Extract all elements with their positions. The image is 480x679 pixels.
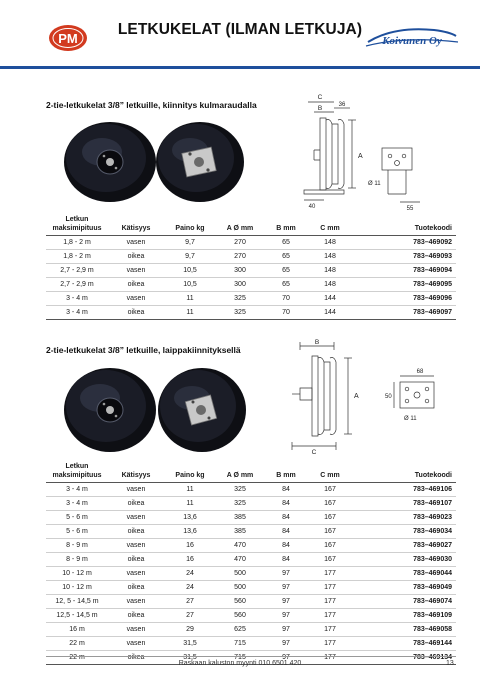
table-row xyxy=(46,623,456,637)
table-cell: 65 xyxy=(264,278,308,292)
table-cell: 385 xyxy=(216,525,264,539)
table-row xyxy=(46,292,456,306)
table-cell: 9,7 xyxy=(164,250,216,264)
table-cell: 12, 5 - 14,5 m xyxy=(46,595,108,609)
table-row xyxy=(46,511,456,525)
table-cell: 325 xyxy=(216,306,264,320)
section2-table-body xyxy=(46,483,456,665)
table-cell: 24 xyxy=(164,567,216,581)
product-code-cell: 783–469134 xyxy=(352,651,456,665)
product-code-cell: 783–469030 xyxy=(352,553,456,567)
table-row xyxy=(46,483,456,497)
product-code-cell: 783–469107 xyxy=(352,497,456,511)
table-cell: 148 xyxy=(308,250,352,264)
table-cell: 97 xyxy=(264,623,308,637)
table-cell: 177 xyxy=(308,567,352,581)
col-header: C mm xyxy=(308,463,352,483)
product-code-cell: 783–469044 xyxy=(352,567,456,581)
table-cell: 84 xyxy=(264,525,308,539)
table-cell: 65 xyxy=(264,250,308,264)
col-header: B mm xyxy=(264,463,308,483)
table-cell: 148 xyxy=(308,278,352,292)
table-cell: 11 xyxy=(164,483,216,497)
table-cell: 385 xyxy=(216,511,264,525)
product-code-cell: 783–469095 xyxy=(352,278,456,292)
table-cell: 16 xyxy=(164,553,216,567)
table-cell: 715 xyxy=(216,637,264,651)
product-code-cell: 783–469106 xyxy=(352,483,456,497)
product-code-cell: 783–469094 xyxy=(352,264,456,278)
table-cell: oikea xyxy=(108,306,164,320)
table-cell: 3 - 4 m xyxy=(46,497,108,511)
col-header: Tuotekoodi xyxy=(352,216,456,236)
table-cell: vasen xyxy=(108,236,164,250)
section1-title: 2-tie-letkukelat 3/8” letkuille, kiinnitys kulmaraudalla xyxy=(46,100,257,110)
table-cell: 16 m xyxy=(46,623,108,637)
hose-reel-photo-flange-side xyxy=(60,364,160,454)
table-cell: 84 xyxy=(264,497,308,511)
table-cell: 13,6 xyxy=(164,511,216,525)
table-row xyxy=(46,553,456,567)
table-cell: 177 xyxy=(308,581,352,595)
table-row xyxy=(46,637,456,651)
product-code-cell: 783–469058 xyxy=(352,623,456,637)
table-cell: 5 - 6 m xyxy=(46,511,108,525)
table-cell: 10 - 12 m xyxy=(46,581,108,595)
table-cell: vasen xyxy=(108,511,164,525)
table-cell: 97 xyxy=(264,651,308,665)
footer-text: Raskaan kaluston myynti 010 6501 420 xyxy=(178,660,302,667)
s1-dim-label-36: 36 xyxy=(338,102,346,108)
table-cell: oikea xyxy=(108,609,164,623)
table-row xyxy=(46,525,456,539)
table-cell: 325 xyxy=(216,497,264,511)
table-header-row xyxy=(46,216,456,236)
table-cell: 270 xyxy=(216,236,264,250)
product-code-cell: 783–469096 xyxy=(352,292,456,306)
table-cell: 715 xyxy=(216,651,264,665)
page-header xyxy=(0,0,480,70)
page-number: 13 xyxy=(446,660,454,667)
table-cell: 144 xyxy=(308,306,352,320)
section2-title: 2-tie-letkukelat 3/8” letkuille, laippakiinnityksellä xyxy=(46,345,241,355)
table-cell: 10 - 12 m xyxy=(46,567,108,581)
table-cell: 560 xyxy=(216,609,264,623)
table-cell: 97 xyxy=(264,637,308,651)
s2-dim-label-50: 50 xyxy=(385,394,392,400)
s1-dim-label-40: 40 xyxy=(308,204,316,210)
table-cell: 9,7 xyxy=(164,236,216,250)
table-cell: 325 xyxy=(216,292,264,306)
col-header: Letkun maksimipituus xyxy=(46,216,108,236)
table-cell: oikea xyxy=(108,278,164,292)
table-cell: oikea xyxy=(108,497,164,511)
table-cell: 177 xyxy=(308,609,352,623)
table-cell: 300 xyxy=(216,278,264,292)
col-header: Paino kg xyxy=(164,463,216,483)
table-cell: vasen xyxy=(108,595,164,609)
product-code-cell: 783–469049 xyxy=(352,581,456,595)
table-cell: 5 - 6 m xyxy=(46,525,108,539)
table-cell: 16 xyxy=(164,539,216,553)
koivunen-logo-icon xyxy=(364,22,460,52)
table-cell: 148 xyxy=(308,264,352,278)
table-cell: 65 xyxy=(264,264,308,278)
table-row xyxy=(46,581,456,595)
hose-reel-photo-side xyxy=(60,118,160,203)
page-title: LETKUKELAT (ILMAN LETKUJA) xyxy=(117,21,363,38)
s2-dim-label-68: 68 xyxy=(416,369,424,375)
s1-dim-label-c: C xyxy=(317,94,323,101)
col-header: Paino kg xyxy=(164,216,216,236)
table-cell: 11 xyxy=(164,292,216,306)
table-cell: 84 xyxy=(264,483,308,497)
product-code-cell: 783–469027 xyxy=(352,539,456,553)
table-cell: 177 xyxy=(308,595,352,609)
table-cell: 13,6 xyxy=(164,525,216,539)
s2-dim-label-a: A xyxy=(354,393,359,400)
table-cell: 10,5 xyxy=(164,278,216,292)
col-header: Kätisyys xyxy=(108,216,164,236)
section1-dimension-diagram xyxy=(300,90,460,210)
table-cell: 167 xyxy=(308,497,352,511)
col-header: A Ø mm xyxy=(216,463,264,483)
section1-table-body xyxy=(46,236,456,320)
table-cell: vasen xyxy=(108,539,164,553)
koivunen-logo-text: Koivunen Oy xyxy=(382,35,442,47)
table-cell: 270 xyxy=(216,250,264,264)
product-code-cell: 783–469023 xyxy=(352,511,456,525)
product-code-cell: 783–469074 xyxy=(352,595,456,609)
table-cell: 625 xyxy=(216,623,264,637)
table-cell: vasen xyxy=(108,623,164,637)
table-cell: 8 - 9 m xyxy=(46,553,108,567)
section2-dimension-diagram xyxy=(288,338,460,454)
s2-dim-label-c: C xyxy=(311,449,317,454)
table-cell: 167 xyxy=(308,539,352,553)
product-code-cell: 783–469093 xyxy=(352,250,456,264)
section2-spec-table xyxy=(46,463,456,665)
table-cell: 24 xyxy=(164,581,216,595)
table-cell: 84 xyxy=(264,539,308,553)
s1-dim-label-b: B xyxy=(317,105,323,112)
table-cell: 148 xyxy=(308,236,352,250)
table-row xyxy=(46,595,456,609)
table-row xyxy=(46,609,456,623)
table-cell: 167 xyxy=(308,483,352,497)
footer-rule xyxy=(46,656,456,657)
product-code-cell: 783–469109 xyxy=(352,609,456,623)
table-cell: 1,8 - 2 m xyxy=(46,236,108,250)
product-code-cell: 783–469097 xyxy=(352,306,456,320)
table-cell: 167 xyxy=(308,511,352,525)
hose-reel-photo-bracket xyxy=(150,118,250,203)
table-cell: 500 xyxy=(216,581,264,595)
table-cell: 3 - 4 m xyxy=(46,292,108,306)
table-cell: 97 xyxy=(264,595,308,609)
table-cell: 2,7 - 2,9 m xyxy=(46,264,108,278)
table-cell: oikea xyxy=(108,651,164,665)
table-cell: 144 xyxy=(308,292,352,306)
table-cell: 177 xyxy=(308,623,352,637)
table-header-row xyxy=(46,463,456,483)
table-cell: 177 xyxy=(308,637,352,651)
table-cell: 97 xyxy=(264,609,308,623)
pm-logo-text: PM xyxy=(58,31,78,46)
table-cell: vasen xyxy=(108,567,164,581)
table-cell: 27 xyxy=(164,595,216,609)
table-row xyxy=(46,567,456,581)
table-cell: 167 xyxy=(308,553,352,567)
hose-reel-photo-flange xyxy=(152,364,252,454)
table-cell: 29 xyxy=(164,623,216,637)
table-cell: 470 xyxy=(216,539,264,553)
table-row xyxy=(46,497,456,511)
table-cell: 84 xyxy=(264,511,308,525)
table-cell: vasen xyxy=(108,637,164,651)
table-cell: 500 xyxy=(216,567,264,581)
table-cell: 2,7 - 2,9 m xyxy=(46,278,108,292)
product-code-cell: 783–469034 xyxy=(352,525,456,539)
table-cell: 31,5 xyxy=(164,637,216,651)
col-header: Kätisyys xyxy=(108,463,164,483)
table-row xyxy=(46,236,456,250)
table-cell: 27 xyxy=(164,609,216,623)
col-header: C mm xyxy=(308,216,352,236)
table-cell: 31,5 xyxy=(164,651,216,665)
product-code-cell: 783–469144 xyxy=(352,637,456,651)
table-cell: oikea xyxy=(108,581,164,595)
s1-dim-label-hole: Ø 11 xyxy=(368,181,381,187)
table-row xyxy=(46,250,456,264)
table-cell: vasen xyxy=(108,483,164,497)
col-header: B mm xyxy=(264,216,308,236)
s1-dim-label-55: 55 xyxy=(406,206,414,210)
table-cell: 560 xyxy=(216,595,264,609)
table-cell: 8 - 9 m xyxy=(46,539,108,553)
table-row xyxy=(46,306,456,320)
table-cell: 11 xyxy=(164,306,216,320)
s1-dim-label-a: A xyxy=(358,153,363,160)
table-cell: 325 xyxy=(216,483,264,497)
table-cell: oikea xyxy=(108,525,164,539)
table-cell: 470 xyxy=(216,553,264,567)
table-cell: 65 xyxy=(264,236,308,250)
table-cell: vasen xyxy=(108,292,164,306)
table-cell: 22 m xyxy=(46,651,108,665)
s2-dim-label-hole: Ø 11 xyxy=(404,416,417,422)
table-row xyxy=(46,278,456,292)
table-cell: 1,8 - 2 m xyxy=(46,250,108,264)
table-cell: 3 - 4 m xyxy=(46,306,108,320)
col-header: Letkun maksimipituus xyxy=(46,463,108,483)
table-cell: 70 xyxy=(264,292,308,306)
col-header: A Ø mm xyxy=(216,216,264,236)
table-row xyxy=(46,264,456,278)
table-cell: 10,5 xyxy=(164,264,216,278)
table-cell: 12,5 - 14,5 m xyxy=(46,609,108,623)
s2-dim-label-b: B xyxy=(314,339,320,346)
col-header: Tuotekoodi xyxy=(352,463,456,483)
header-rule xyxy=(0,66,480,69)
table-cell: 177 xyxy=(308,651,352,665)
table-row xyxy=(46,539,456,553)
table-cell: 70 xyxy=(264,306,308,320)
table-cell: 22 m xyxy=(46,637,108,651)
table-cell: 167 xyxy=(308,525,352,539)
table-cell: 97 xyxy=(264,567,308,581)
product-code-cell: 783–469092 xyxy=(352,236,456,250)
table-cell: 11 xyxy=(164,497,216,511)
table-cell: 300 xyxy=(216,264,264,278)
table-cell: 3 - 4 m xyxy=(46,483,108,497)
table-cell: 97 xyxy=(264,581,308,595)
table-cell: oikea xyxy=(108,250,164,264)
section1-spec-table xyxy=(46,216,456,320)
table-cell: 84 xyxy=(264,553,308,567)
table-cell: oikea xyxy=(108,553,164,567)
table-cell: vasen xyxy=(108,264,164,278)
